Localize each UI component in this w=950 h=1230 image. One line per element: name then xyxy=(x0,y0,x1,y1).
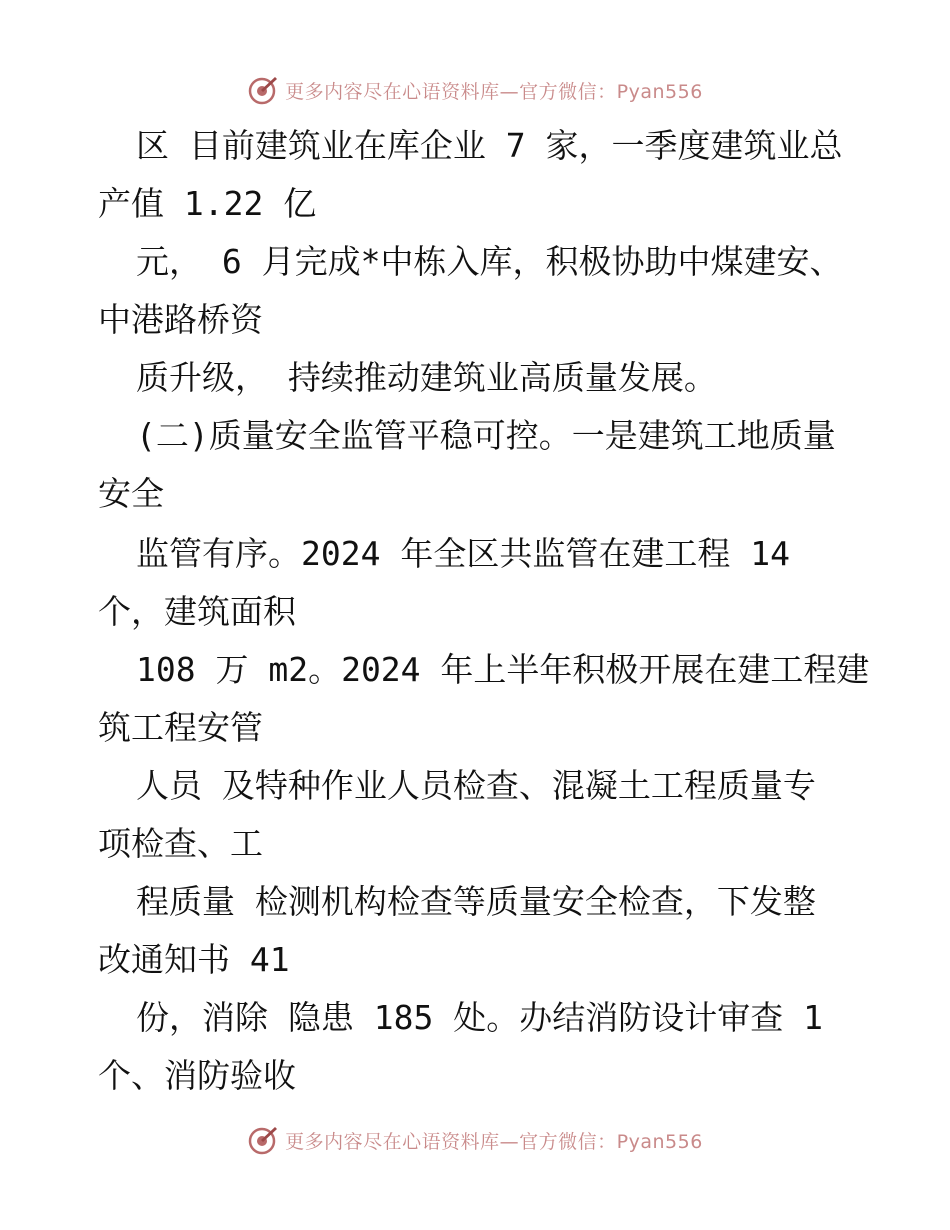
text-line-17: 个、消防验收 xyxy=(98,1056,296,1095)
text-line-15: 改通知书 41 xyxy=(98,940,290,979)
text-line-9: 个，建筑面积 xyxy=(98,592,296,631)
text-line-10: 108 万 m2。2024 年上半年积极开展在建工程建 xyxy=(136,650,870,689)
text-line-13: 项检查、工 xyxy=(98,824,263,863)
text-line-6: (二)质量安全监管平稳可控。一是建筑工地质量 xyxy=(136,416,836,455)
pen-logo-icon xyxy=(247,1124,279,1156)
text-line-4: 中港路桥资 xyxy=(98,300,263,339)
text-line-12: 人员 及特种作业人员检查、混凝土工程质量专 xyxy=(136,766,816,805)
text-line-7: 安全 xyxy=(98,474,164,513)
text-line-14: 程质量 检测机构检查等质量安全检查，下发整 xyxy=(136,882,816,921)
text-line-2: 产值 1.22 亿 xyxy=(98,184,317,223)
footer-watermark-text: 更多内容尽在心语资料库—官方微信：Pyan556 xyxy=(285,1130,703,1153)
text-line-3: 元， 6 月完成*中栋入库，积极协助中煤建安、 xyxy=(136,242,843,281)
text-line-1: 区 目前建筑业在库企业 7 家，一季度建筑业总 xyxy=(136,126,843,165)
footer-watermark-banner xyxy=(0,1120,950,1160)
text-line-8: 监管有序。2024 年全区共监管在建工程 14 xyxy=(136,534,790,573)
text-line-16: 份，消除 隐患 185 处。办结消防设计审查 1 xyxy=(136,998,823,1037)
text-line-11: 筑工程安管 xyxy=(98,708,263,747)
text-line-5: 质升级， 持续推动建筑业高质量发展。 xyxy=(136,358,717,397)
header-watermark-text: 更多内容尽在心语资料库—官方微信：Pyan556 xyxy=(285,80,703,103)
